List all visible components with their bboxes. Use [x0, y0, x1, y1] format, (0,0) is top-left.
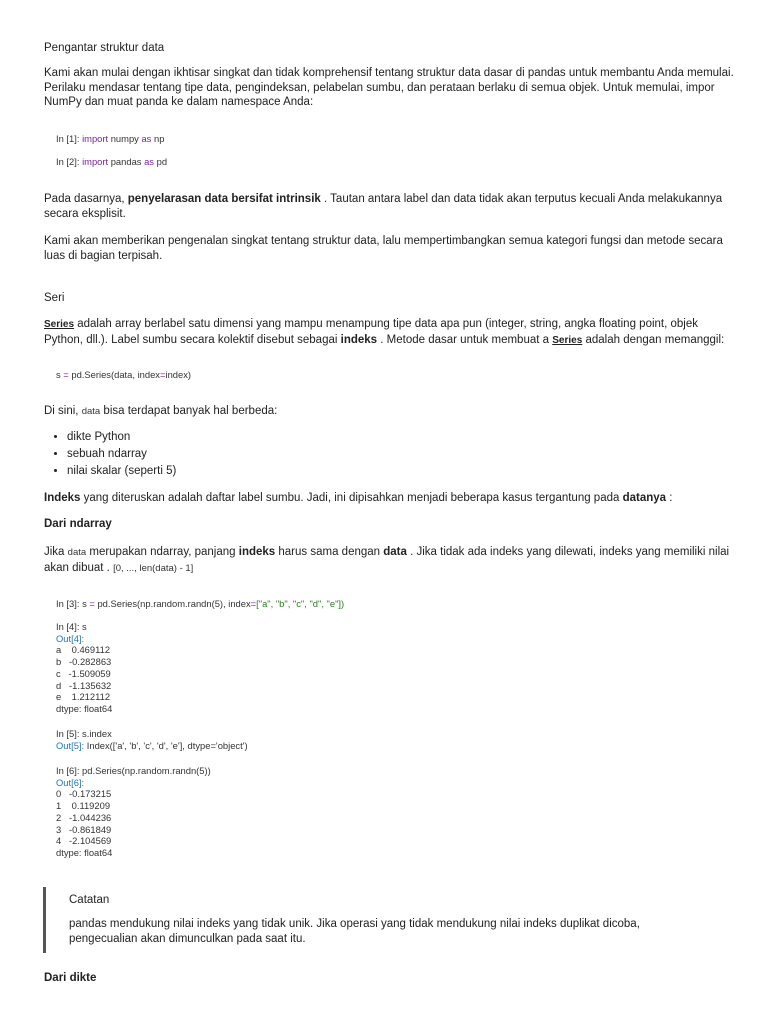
code-text: s — [82, 598, 87, 609]
emphasis: datanya — [622, 492, 667, 504]
output-line: 0 -0.173215 — [56, 788, 112, 800]
output-value: Index(['a', 'b', 'c', 'd', 'e'], dtype='object') — [86, 739, 248, 751]
text: adalah dengan memanggil: — [585, 333, 725, 346]
input-line: In [5]: s.index — [56, 728, 112, 739]
text: Pada dasarnya, — [44, 193, 125, 205]
emphasis: indeks — [238, 546, 276, 558]
code-text: index) — [165, 369, 192, 380]
output-line: dtype: float64 — [56, 702, 113, 714]
prompt: In [3]: — [56, 598, 80, 609]
emphasis: Indeks — [44, 492, 81, 504]
code-text: pd.Series(data, index — [71, 369, 160, 380]
alias: pd — [156, 156, 168, 167]
output-line: 2 -1.044236 — [56, 811, 112, 823]
output-line: 4 -2.104569 — [56, 835, 112, 847]
alias: np — [153, 133, 165, 144]
module: numpy — [110, 133, 139, 144]
output-line: dtype: float64 — [56, 846, 113, 858]
section-title-seri: Seri — [44, 292, 65, 304]
ndarray-paragraph — [44, 545, 734, 576]
operator: = — [250, 598, 257, 609]
index-paragraph — [44, 491, 734, 506]
code-series-constructor — [56, 369, 191, 381]
code-import-pandas — [56, 156, 167, 168]
keyword: as — [144, 156, 154, 167]
data-kinds-paragraph — [44, 404, 734, 420]
output-line: c -1.509059 — [56, 667, 111, 679]
intro-paragraph: Kami akan mulai dengan ikhtisar singkat dan tidak komprehensif tentang struktur data dasar di pandas untuk membantu Anda memulai. Perilaku mendasar tentang tipe data, pengindeksan, pelabelan sumbu, dan perataan berlaku di semua objek. Untuk memulai, impor NumPy dan muat panda ke dalam namespace Anda: — [44, 67, 734, 108]
operator: = — [89, 598, 95, 609]
note-title: Catatan — [69, 894, 110, 906]
text: Jika — [44, 546, 65, 558]
inline-code: data — [67, 547, 87, 558]
output-line: d -1.135632 — [56, 679, 112, 691]
inline-code: [0, ..., len(data) - 1] — [113, 562, 194, 574]
code-block-in4 — [56, 621, 112, 715]
output-line: 3 -0.861849 — [56, 823, 112, 835]
series-link[interactable]: Series — [44, 319, 75, 330]
inline-code: data — [81, 406, 101, 417]
output-line: b -0.282863 — [56, 656, 112, 668]
list-item: • sebuah ndarray — [67, 446, 176, 463]
note-border — [43, 887, 46, 953]
note-body: pandas mendukung nilai indeks yang tidak unik. Jika operasi yang tidak mendukung nilai indeks duplikat dicoba, pengecualian akan dimunculkan pada saat itu. — [69, 918, 640, 945]
code-in3 — [56, 598, 344, 610]
module: pandas — [110, 156, 142, 167]
text: : — [669, 492, 673, 504]
output-line: 1 0.119209 — [56, 800, 111, 812]
emphasis: indeks — [340, 333, 378, 346]
text: . Metode dasar untuk membuat a — [380, 333, 550, 346]
operator: = — [63, 369, 69, 380]
heading-from-ndarray: Dari ndarray — [44, 518, 112, 530]
keyword: as — [141, 133, 152, 144]
emphasis: penyelarasan data bersifat intrinsik — [127, 193, 321, 205]
list-item: • dikte Python — [67, 429, 176, 446]
code-block-in6 — [56, 765, 211, 859]
string-list: ["a", "b", "c", "d", "e"]) — [256, 598, 345, 609]
code-block-in5 — [56, 728, 248, 751]
input-line: In [6]: pd.Series(np.random.randn(5)) — [56, 765, 211, 776]
series-link[interactable]: Series — [552, 334, 583, 346]
text: Di sini, — [44, 405, 79, 417]
section-title-intro: Pengantar struktur data — [44, 42, 165, 54]
list-item: • nilai skalar (seperti 5) — [67, 463, 176, 480]
text: merupakan ndarray, panjang — [89, 546, 236, 558]
output-prompt: Out[4]: — [56, 632, 85, 644]
keyword: import — [82, 156, 109, 167]
alignment-paragraph — [44, 192, 734, 221]
text: harus sama dengan — [278, 546, 381, 558]
prompt: In [1]: — [56, 133, 80, 144]
input-line: In [4]: s — [56, 621, 87, 632]
series-definition-paragraph — [44, 317, 734, 348]
data-kinds-list — [44, 429, 176, 480]
prompt: In [2]: — [56, 156, 80, 167]
output-prompt: Out[6]: — [56, 776, 85, 788]
text: adalah array berlabel satu dimensi yang mampu menampung tipe data apa pun (integer, string, angka floating point, objek Python, dll.). Label sumbu secara kolektif disebut sebagai — [44, 318, 698, 346]
operator: = — [160, 369, 166, 380]
emphasis: data — [383, 546, 407, 558]
heading-from-dict: Dari dikte — [44, 972, 97, 984]
text: . Jika tidak ada indeks yang dilewati, indeks yang memiliki nilai akan dibuat . — [44, 546, 730, 574]
output-line: e 1.212112 — [56, 691, 111, 703]
code-import-numpy — [56, 133, 164, 145]
text: yang diteruskan adalah daftar label sumbu. Jadi, ini dipisahkan menjadi beberapa kasus tergantung pada — [83, 492, 620, 504]
output-prompt: Out[5]: — [56, 739, 85, 751]
output-line: a 0.469112 — [56, 644, 111, 656]
keyword: import — [82, 133, 109, 144]
code-text: pd.Series(np.random.randn(5), index — [97, 598, 251, 609]
text: bisa terdapat banyak hal berbeda: — [103, 405, 278, 417]
code-text: s — [56, 369, 61, 380]
text: . Tautan antara label dan data tidak akan terputus kecuali Anda melakukannya secara eksplisit. — [44, 193, 723, 220]
overview-paragraph: Kami akan memberikan pengenalan singkat tentang struktur data, lalu mempertimbangkan semua kategori fungsi dan metode secara luas di bagian terpisah. — [44, 235, 723, 262]
